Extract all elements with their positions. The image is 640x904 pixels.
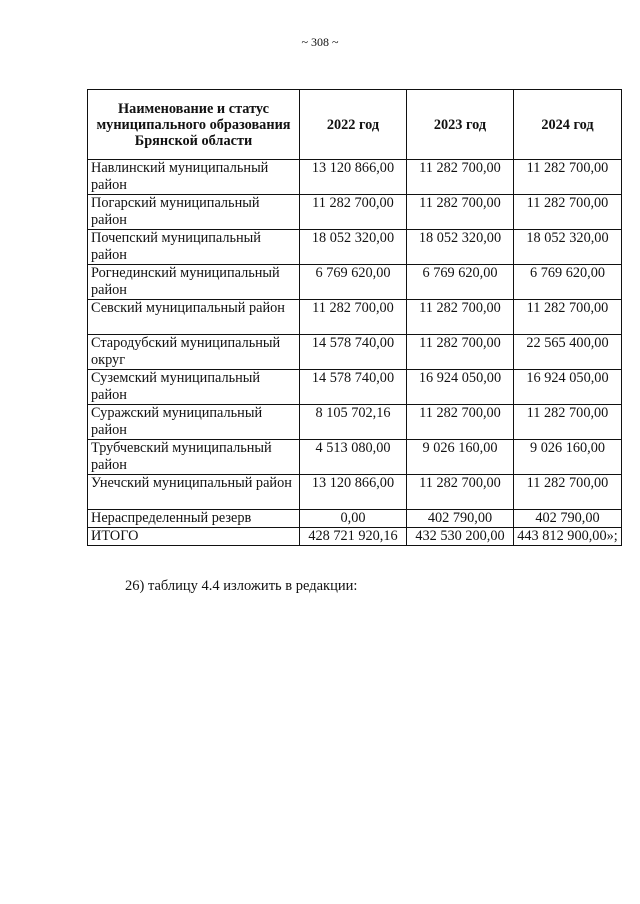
header-2024: 2024 год bbox=[514, 90, 622, 160]
row-name: ИТОГО bbox=[88, 528, 300, 546]
value-2022: 0,00 bbox=[300, 510, 407, 528]
value-2024: 16 924 050,00 bbox=[514, 370, 622, 405]
value-2023: 11 282 700,00 bbox=[407, 300, 514, 335]
value-2024: 22 565 400,00 bbox=[514, 335, 622, 370]
table-row bbox=[88, 160, 622, 195]
table-row bbox=[88, 300, 622, 335]
amendment-note: 26) таблицу 4.4 изложить в редакции: bbox=[125, 578, 358, 594]
total-row bbox=[88, 528, 622, 546]
value-2023: 6 769 620,00 bbox=[407, 265, 514, 300]
value-2022: 13 120 866,00 bbox=[300, 475, 407, 510]
table-row bbox=[88, 405, 622, 440]
value-2024: 443 812 900,00»; bbox=[514, 528, 622, 546]
row-name: Трубчевский муниципальный район bbox=[88, 440, 300, 475]
table-row bbox=[88, 510, 622, 528]
header-municipality: Наименование и статус муниципального образования Брянской области bbox=[88, 90, 300, 160]
row-name: Почепский муниципальный район bbox=[88, 230, 300, 265]
value-2022: 14 578 740,00 bbox=[300, 370, 407, 405]
row-name: Навлинский муниципальный район bbox=[88, 160, 300, 195]
table-row bbox=[88, 475, 622, 510]
header-2023: 2023 год bbox=[407, 90, 514, 160]
value-2022: 13 120 866,00 bbox=[300, 160, 407, 195]
value-2022: 11 282 700,00 bbox=[300, 300, 407, 335]
value-2024: 6 769 620,00 bbox=[514, 265, 622, 300]
row-name: Нераспределенный резерв bbox=[88, 510, 300, 528]
value-2023: 11 282 700,00 bbox=[407, 475, 514, 510]
value-2023: 9 026 160,00 bbox=[407, 440, 514, 475]
value-2023: 432 530 200,00 bbox=[407, 528, 514, 546]
row-name: Погарский муниципальный район bbox=[88, 195, 300, 230]
value-2023: 18 052 320,00 bbox=[407, 230, 514, 265]
value-2023: 11 282 700,00 bbox=[407, 160, 514, 195]
value-2022: 14 578 740,00 bbox=[300, 335, 407, 370]
table-header-row bbox=[88, 90, 622, 160]
row-name: Стародубский муниципальный округ bbox=[88, 335, 300, 370]
value-2023: 11 282 700,00 bbox=[407, 195, 514, 230]
table-row bbox=[88, 335, 622, 370]
value-2024: 11 282 700,00 bbox=[514, 300, 622, 335]
value-2022: 18 052 320,00 bbox=[300, 230, 407, 265]
value-2024: 11 282 700,00 bbox=[514, 160, 622, 195]
value-2022: 8 105 702,16 bbox=[300, 405, 407, 440]
table-row bbox=[88, 265, 622, 300]
value-2024: 18 052 320,00 bbox=[514, 230, 622, 265]
header-2022: 2022 год bbox=[300, 90, 407, 160]
value-2024: 9 026 160,00 bbox=[514, 440, 622, 475]
page-number: ~ 308 ~ bbox=[301, 35, 339, 49]
value-2023: 11 282 700,00 bbox=[407, 405, 514, 440]
value-2024: 11 282 700,00 bbox=[514, 475, 622, 510]
table-row bbox=[88, 440, 622, 475]
table-row bbox=[88, 195, 622, 230]
value-2023: 11 282 700,00 bbox=[407, 335, 514, 370]
budget-table bbox=[87, 89, 622, 546]
row-name: Унечский муниципальный район bbox=[88, 475, 300, 510]
value-2024: 11 282 700,00 bbox=[514, 405, 622, 440]
row-name: Рогнединский муниципальный район bbox=[88, 265, 300, 300]
value-2022: 4 513 080,00 bbox=[300, 440, 407, 475]
value-2024: 402 790,00 bbox=[514, 510, 622, 528]
value-2022: 428 721 920,16 bbox=[300, 528, 407, 546]
value-2023: 16 924 050,00 bbox=[407, 370, 514, 405]
value-2024: 11 282 700,00 bbox=[514, 195, 622, 230]
row-name: Суземский муниципальный район bbox=[88, 370, 300, 405]
table-row bbox=[88, 230, 622, 265]
value-2023: 402 790,00 bbox=[407, 510, 514, 528]
value-2022: 6 769 620,00 bbox=[300, 265, 407, 300]
table-row bbox=[88, 370, 622, 405]
row-name: Севский муниципальный район bbox=[88, 300, 300, 335]
row-name: Суражский муниципальный район bbox=[88, 405, 300, 440]
value-2022: 11 282 700,00 bbox=[300, 195, 407, 230]
